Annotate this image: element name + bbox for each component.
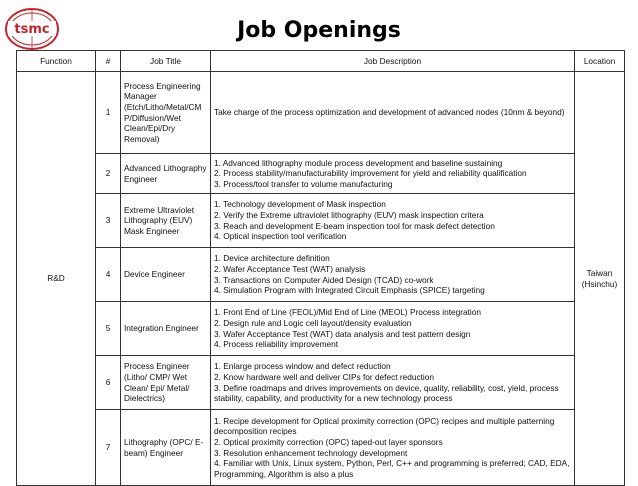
description-line: 1. Recipe development for Optical proximity correction (OPC) recipes and multiple patterning decomposition recipes (214, 415, 555, 437)
description-line: 1. Advanced lithography module process development and baseline sustaining (214, 157, 503, 168)
job-description-cell (211, 248, 575, 302)
description-line: 3. Reach and development E-beam inspection tool for mask defect detection (214, 220, 495, 231)
job-title-cell: Extreme Ultraviolet Lithography (EUV) Mask Engineer (121, 194, 211, 248)
description-line: 2. Design rule and Logic cell layout/density evaluation (214, 317, 412, 328)
table-row (17, 302, 625, 356)
job-title-cell: Integration Engineer (121, 302, 211, 356)
table-row (17, 410, 625, 486)
job-title-cell: Process Engineering Manager (Etch/Litho/Metal/CM P/Diffusion/Wet Clean/Epi/Dry Removal) (121, 72, 211, 154)
description-line: 4. Simulation Program with Integrated Circuit Emphasis (SPICE) targeting (214, 285, 485, 296)
description-line: Take charge of the process optimization and development of advanced nodes (10nm & beyond) (214, 107, 565, 118)
logo-text: tsmc (14, 22, 50, 37)
table-row (17, 248, 625, 302)
description-line: 1. Device architecture definition (214, 253, 330, 264)
header-job-description: Job Description (211, 51, 575, 72)
header-function: Function (17, 51, 96, 72)
job-description-cell (211, 302, 575, 356)
function-cell: R&D (17, 72, 96, 486)
page-title: Job Openings (237, 18, 401, 43)
job-description-cell (211, 410, 575, 486)
job-title-cell: Advanced Lithography Engineer (121, 154, 211, 194)
row-number: 1 (96, 72, 121, 154)
location-cell (575, 72, 625, 486)
job-openings-table (16, 50, 625, 486)
description-line: 2. Wafer Acceptance Test (WAT) analysis (214, 263, 366, 274)
table-row (17, 72, 625, 154)
row-number: 3 (96, 194, 121, 248)
job-title-cell: Process Engineer (Litho/ CMP/ Wet Clean/ Epi/ Metal/ Dielectrics) (121, 356, 211, 410)
description-line: 2. Process stability/manufacturability improvement for yield and reliability qualification (214, 168, 527, 179)
description-line: 2. Verify the Extreme ultraviolet lithography (EUV) mask inspection critera (214, 209, 484, 220)
row-number: 5 (96, 302, 121, 356)
table-row (17, 154, 625, 194)
description-line: 3. Wafer Acceptance Test (WAT) data analysis and test pattern design (214, 328, 471, 339)
header-location: Location (575, 51, 625, 72)
job-description-cell (211, 194, 575, 248)
header-job-title: Job Title (121, 51, 211, 72)
location-line: Taiwan (586, 267, 613, 278)
row-number: 4 (96, 248, 121, 302)
description-line: 4. Process reliability improvement (214, 339, 339, 350)
description-line: 4. Familiar with Unix, Linux system, Python, Perl, C++ and programming is preferred; CAD, EDA, Programming, Algorithm is also a plus (214, 458, 570, 479)
header-number: # (96, 51, 121, 72)
description-line: 4. Optical inspection tool verification (214, 231, 347, 242)
table-row (17, 194, 625, 248)
row-number: 2 (96, 154, 121, 194)
job-title-cell: Lithography (OPC/ E-beam) Engineer (121, 410, 211, 486)
job-description-cell (211, 72, 575, 154)
job-description-cell (211, 154, 575, 194)
description-line: 3. Resolution enhancement technology development (214, 447, 408, 458)
job-description-cell (211, 356, 575, 410)
row-number: 6 (96, 356, 121, 410)
description-line: 1. Front End of Line (FEOL)/Mid End of Line (MEOL) Process integration (214, 307, 482, 318)
description-line: 2. Optical proximity correction (OPC) taped-out layer sponsors (214, 436, 443, 447)
description-line: 3. Transactions on Computer Aided Design (TCAD) co-work (214, 274, 434, 285)
table-header-row (17, 51, 625, 72)
row-number: 7 (96, 410, 121, 486)
description-line: 1. Enlarge process window and defect reduction (214, 361, 391, 372)
job-title-cell: Device Engineer (121, 248, 211, 302)
description-line: 1. Technology development of Mask inspection (214, 199, 386, 210)
description-line: 2. Know hardware well and deliver CIPs for defect reduction (214, 371, 434, 382)
table-row (17, 356, 625, 410)
description-line: 3. Process/tool transfer to volume manufacturing (214, 178, 393, 189)
description-line: 3. Define roadmaps and drives improvements on device, quality, reliability, cost, yield, process stability, capability, and productivity for a new technology process (214, 382, 559, 404)
location-line: (Hsinchu) (581, 278, 618, 289)
